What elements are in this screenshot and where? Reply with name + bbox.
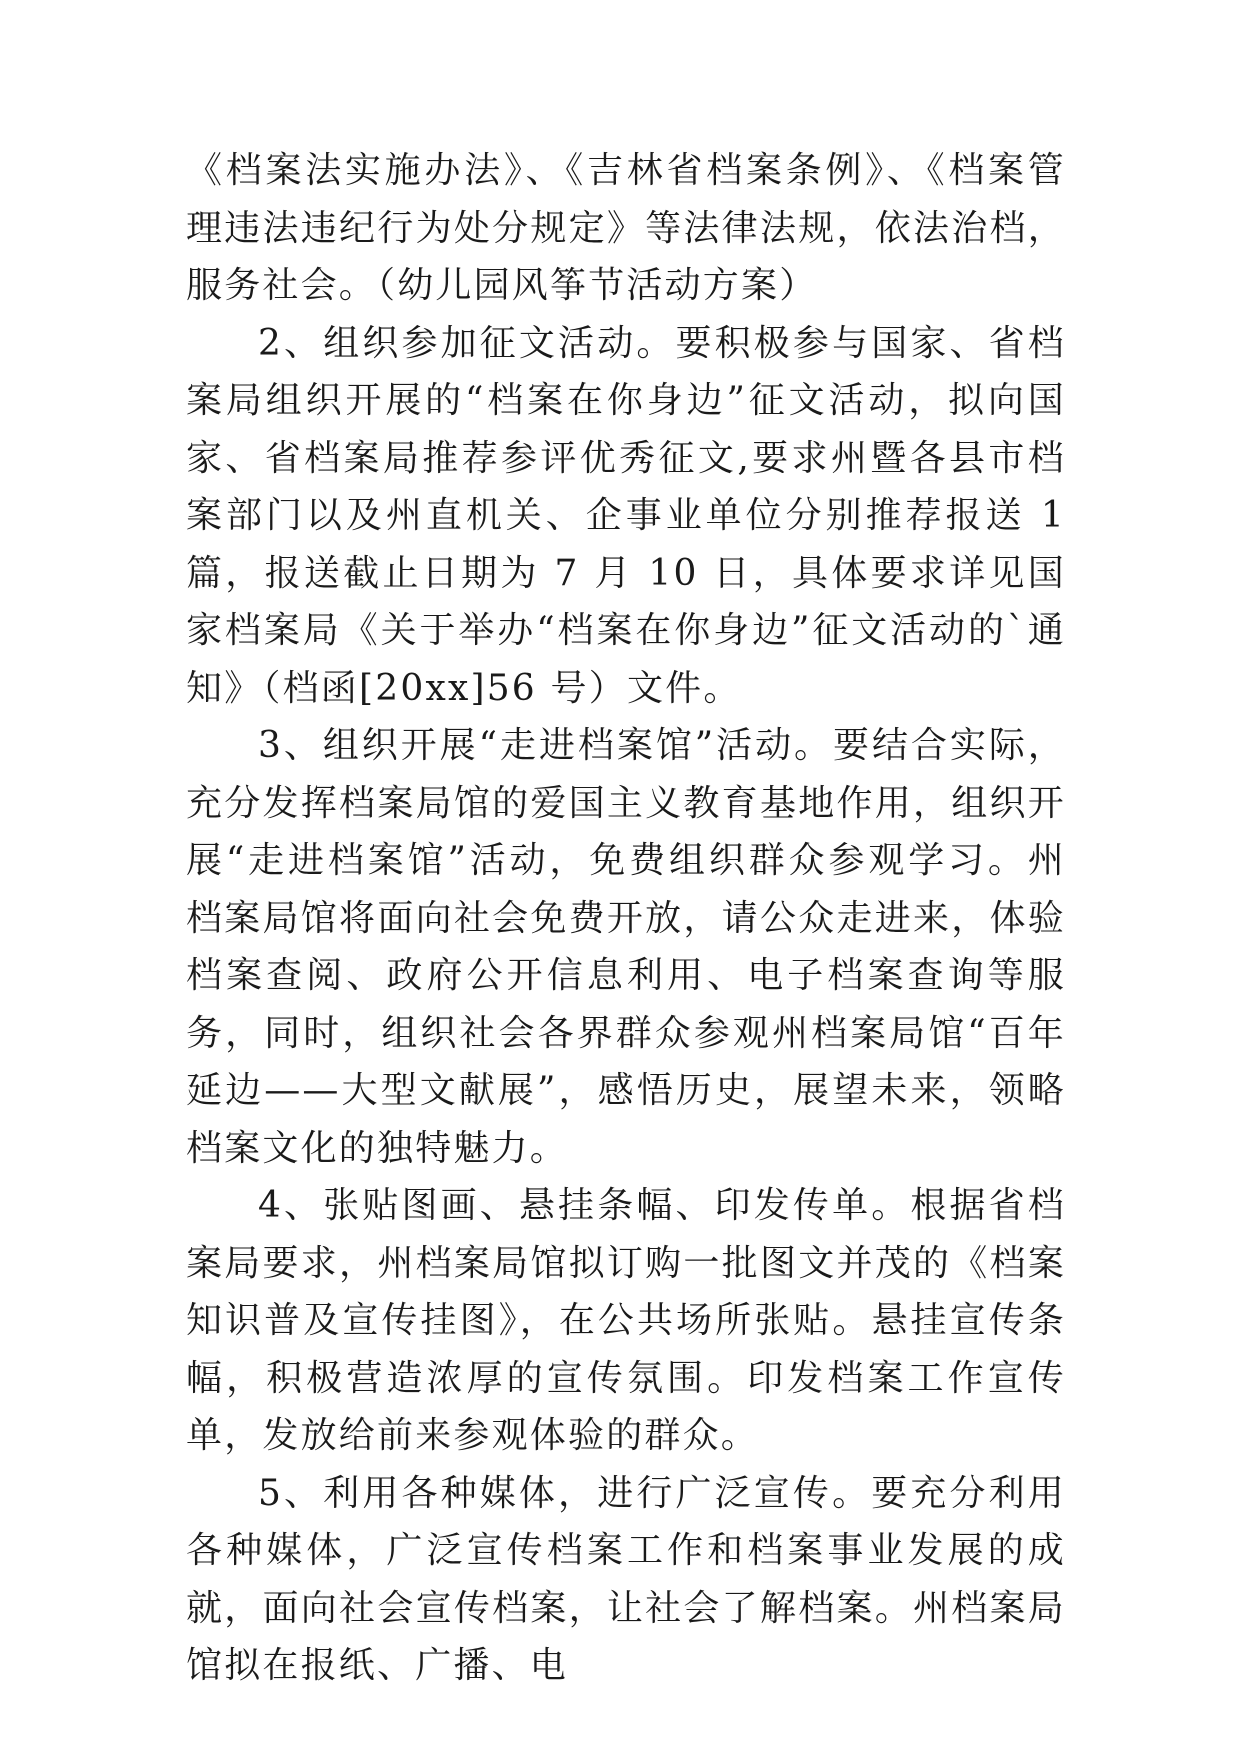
- document-body: [186, 142, 1066, 1695]
- paragraph-item-4: 4、张贴图画、悬挂条幅、印发传单。根据省档案局要求，州档案局馆拟订购一批图文并茂的《档案知识普及宣传挂图》，在公共场所张贴。悬挂宣传条幅，积极营造浓厚的宣传氛围。印发档案工作宣传单，发放给前来参观体验的群众。: [186, 1185, 1066, 1456]
- paragraph-continuation: 《档案法实施办法》、《吉林省档案条例》、《档案管理违法违纪行为处分规定》等法律法规，依法治档，服务社会。（幼儿园风筝节活动方案）: [186, 150, 1066, 306]
- paragraph-item-3: 3、组织开展“走进档案馆”活动。要结合实际，充分发挥档案局馆的爱国主义教育基地作用，组织开展“走进档案馆”活动，免费组织群众参观学习。州档案局馆将面向社会免费开放，请公众走进来，体验档案查阅、政府公开信息利用、电子档案查询等服务，同时，组织社会各界群众参观州档案局馆“百年延边——大型文献展”，感悟历史，展望未来，领略档案文化的独特魅力。: [186, 725, 1066, 1169]
- paragraph-item-5: 5、利用各种媒体，进行广泛宣传。要充分利用各种媒体，广泛宣传档案工作和档案事业发展的成就，面向社会宣传档案，让社会了解档案。州档案局馆拟在报纸、广播、电: [186, 1472, 1066, 1686]
- paragraph-item-2: 2、组织参加征文活动。要积极参与国家、省档案局组织开展的“档案在你身边”征文活动，拟向国家、省档案局推荐参评优秀征文,要求州暨各县市档案部门以及州直机关、企事业单位分别推荐报送 1 篇，报送截止日期为 7 月 10 日，具体要求详见国家档案局《关于举办“档案在你身边”征文活动的`通知》（档函[20xx]56 号）文件。: [186, 322, 1066, 709]
